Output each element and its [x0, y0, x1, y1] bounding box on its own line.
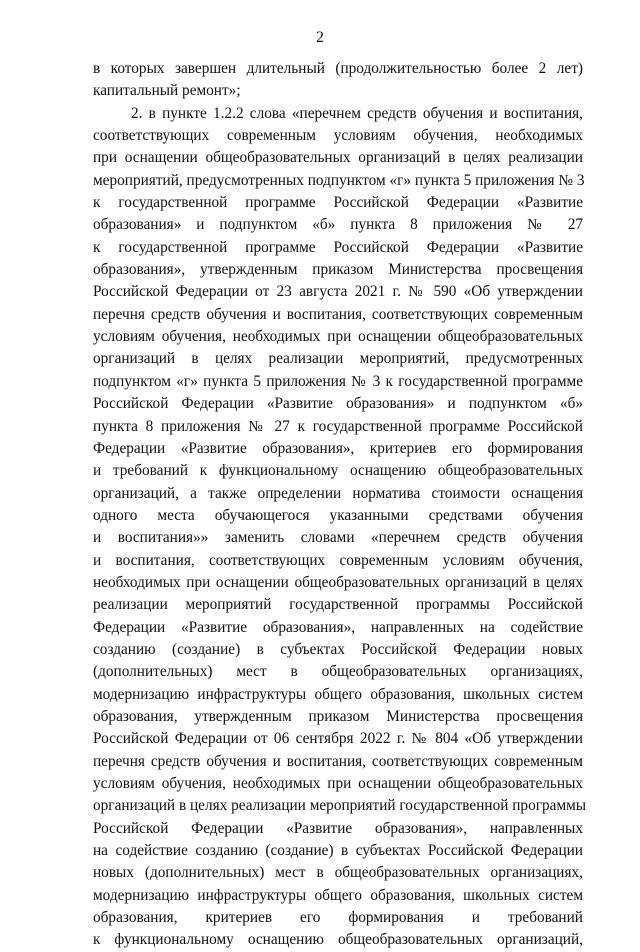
text-line: одного места обучающегося указанными средствами обучения: [93, 506, 583, 524]
text-line: Российской Федерации «Развитие образования», направленных: [93, 819, 583, 837]
text-line: при оснащении общеобразовательных организаций в целях реализации: [93, 149, 583, 167]
text-line: образования, утвержденным приказом Министерства просвещения: [93, 707, 583, 725]
page-number: 2: [316, 29, 324, 46]
text-line: Федерации «Развитие образования», направленных на содействие: [93, 618, 583, 636]
text-line: модернизацию инфраструктуры общего образования, школьных систем: [93, 886, 583, 904]
text-line: 2. в пункте 1.2.2 слова «перечнем средств обучения и воспитания,: [131, 104, 583, 122]
text-line: образования, критериев его формирования и требований: [93, 909, 583, 927]
text-line: подпунктом «г» пункта 5 приложения № 3 к государственной программе: [93, 372, 583, 390]
text-line: и воспитания, соответствующих современным условиям обучения,: [93, 551, 583, 569]
text-line: и воспитания»» заменить словами «перечнем средств обучения: [93, 529, 583, 547]
text-line: Российской Федерации «Развитие образования» и подпунктом «б»: [93, 395, 583, 413]
text-line: новых (дополнительных) мест в общеобразовательных организациях,: [93, 864, 583, 882]
text-line: условиям обучения, необходимых при оснащении общеобразовательных: [93, 328, 583, 346]
text-line: к государственной программе Российской Федерации «Развитие: [93, 194, 583, 212]
text-line: перечня средств обучения и воспитания, соответствующих современным: [93, 752, 583, 770]
text-line: организаций, а также определении норматива стоимости оснащения: [93, 484, 583, 502]
document-body: [93, 58, 587, 952]
text-line: в которых завершен длительный (продолжительностью более 2 лет): [93, 60, 583, 77]
text-line: Российской Федерации от 06 сентября 2022 г. № 804 «Об утверждении: [93, 730, 583, 748]
text-line: мероприятий, предусмотренных подпунктом «г» пункта 5 приложения № 3: [93, 171, 585, 189]
text-line: образования», утвержденным приказом Министерства просвещения: [93, 261, 583, 279]
text-line: к функциональному оснащению общеобразовательных организаций,: [93, 931, 583, 949]
text-line: условиям обучения, необходимых при оснащении общеобразовательных: [93, 775, 583, 792]
text-line: организаций в целях реализации мероприятий, предусмотренных: [93, 350, 583, 368]
text-line: созданию (создание) в субъектах Российской Федерации новых: [93, 640, 583, 658]
text-line: (дополнительных) мест в общеобразовательных организациях,: [93, 663, 583, 681]
text-line: организаций в целях реализации мероприятий государственной программы: [93, 797, 587, 815]
text-line: на содействие созданию (создание) в субъектах Российской Федерации: [93, 842, 583, 860]
text-line: капитальный ремонт»;: [93, 82, 241, 100]
text-line: реализации мероприятий государственной программы Российской: [93, 596, 583, 614]
text-line: пункта 8 приложения № 27 к государственной программе Российской: [93, 417, 583, 435]
text-line: Федерации «Развитие образования», критериев его формирования: [93, 439, 583, 457]
text-line: перечня средств обучения и воспитания, соответствующих современным: [93, 305, 583, 323]
text-line: Российской Федерации от 23 августа 2021 г. № 590 «Об утверждении: [93, 283, 583, 301]
text-line: к государственной программе Российской Федерации «Развитие: [93, 238, 583, 256]
text-line: модернизацию инфраструктуры общего образования, школьных систем: [93, 685, 583, 703]
text-line: образования» и подпунктом «б» пункта 8 приложения № 27: [93, 216, 583, 234]
text-line: необходимых при оснащении общеобразовательных организаций в целях: [93, 573, 583, 591]
text-line: соответствующих современным условиям обучения, необходимых: [93, 127, 583, 145]
text-line: и требований к функциональному оснащению общеобразовательных: [93, 462, 583, 480]
